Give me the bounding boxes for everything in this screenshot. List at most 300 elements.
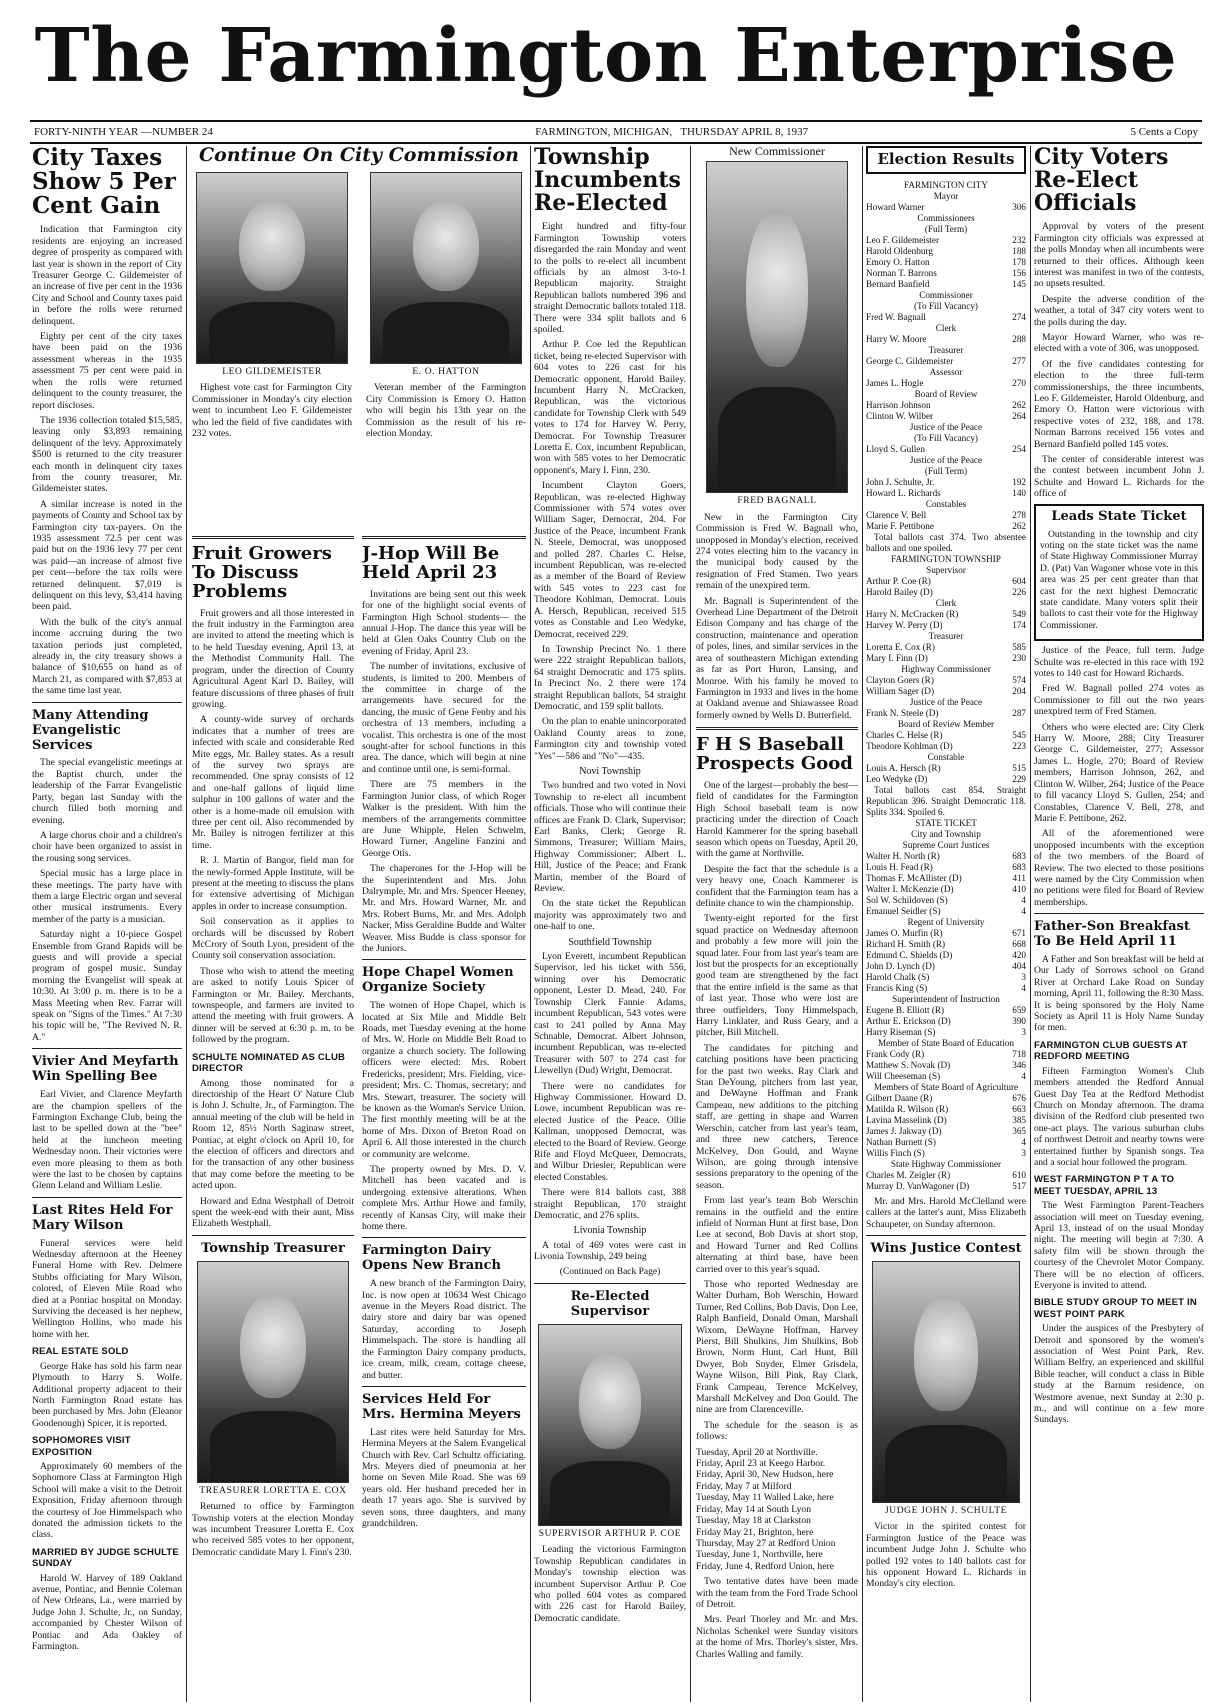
result-row <box>866 763 1026 774</box>
divider <box>362 959 526 960</box>
result-row <box>866 334 1026 345</box>
results-heading: (To Fill Vacancy) <box>914 432 978 443</box>
paragraph: Arthur P. Coe led the Republican ticket, being re-elected Supervisor with 604 votes to 226 cast for his Democratic opponent, Harold Bailey. Incumbent Harry N. McCracken, Republican, was the victorious candidate for Township Clerk with 549 votes to 174 for Harvey W. Perry, Democrat. For Township Treasurer Loretta E. Cox, incumbent Republican, won with 585 votes to her Democratic opponent's, Mary I. Finn, 230. <box>534 339 686 476</box>
paragraph: Under the auspices of the Presbytery of Detroit and sponsored by the women's association of West Point Park, Rev. William Belfry, an experienced and skillful Bible teacher, will conduct a class in Bible study at the Barnum residence, on Westmore avenue, next Sunday at 2:30 p. m., and will continue on a few more Sundays. <box>1034 1323 1204 1426</box>
candidate-name: James J. Jakway (D) <box>866 1125 942 1136</box>
portrait-photo <box>370 172 522 364</box>
paragraph: Approval by voters of the present Farmington city officials was expressed at the polls Monday when all incumbents were returned to their offices. Although keen interest was manifest in two of the contests, no upsets resulted. <box>1034 221 1204 290</box>
vote-count: 517 <box>1012 1180 1026 1191</box>
vote-count: 3 <box>1021 971 1026 982</box>
vote-count: 604 <box>1012 575 1026 586</box>
vote-count: 390 <box>1012 1015 1026 1026</box>
paragraph: The special evangelistic meetings at the Baptist church, under the leadership of the Farrar Evangelistic Party, began last Sunday with the church filled both morning and evening. <box>32 757 182 826</box>
photo-caption: JUDGE JOHN J. SCHULTE <box>884 1505 1008 1516</box>
column-4 <box>534 146 686 1702</box>
column-rule <box>1030 146 1031 1702</box>
vote-count: 192 <box>1012 476 1026 487</box>
candidate-name: Theodore Kohlman (D) <box>866 740 953 751</box>
candidate-name: Frank N. Steele (D) <box>866 707 939 718</box>
result-row <box>866 708 1026 719</box>
paragraph: Harold W. Harvey of 189 Oakland avenue, Pontiac, and Bennie Coleman of New Orleans, La., were married by Judge John J. Schulte, Jr., on Sunday, accompanied by Chester Wilson of Pontiac and Ada Oakley of Farmington. <box>32 1572 182 1653</box>
result-row <box>866 510 1026 521</box>
candidate-name: Louis A. Hersch (R) <box>866 762 941 773</box>
headline-re-elected-supervisor: Re-Elected Supervisor <box>570 1289 650 1319</box>
paragraph: The women of Hope Chapel, which is located at Six Mile and Middle Belt Roads, met Tuesday evening at the home of Mrs. W. Horle on Middle Belt Road to organize a church society. The following officers were elected: Mrs. Robert Fredericks, president; Mrs. Fielding, vice-president; Mrs. C. Thomas, secretary; and Mrs. Stewart, treasurer. The society will be known as the Woman's Service Union. The first monthly meeting will be at the home of Mrs. Dixon of Breton Road on April 6. All those interested in the church or community are welcome. <box>362 1000 526 1160</box>
divider <box>32 1197 182 1198</box>
candidate-name: Matilda R. Wilson (R) <box>866 1103 949 1114</box>
paragraph: R. J. Martin of Bangor, field man for the newly-formed Apple Institute, will be present at the meeting to discuss the plans for extensive advertising of Michigan apples in order to increase consumption. <box>192 855 354 912</box>
paragraph: Fifteen Farmington Women's Club members attended the Redford Annual Guest Day Tea at the Redford Methodist Church on Monday afternoon. The drama division of the Redford club presented two one-act plays. The various suburban clubs of northwest Detroit and nearby towns were entertained further by Spanish songs. Tea and a social hour followed the program. <box>1034 1065 1204 1168</box>
headline-married: MARRIED BY JUDGE SCHULTE SUNDAY <box>32 1546 179 1570</box>
column-7 <box>1034 146 1204 1702</box>
candidate-name: Will Cheeseman (S) <box>866 1070 941 1081</box>
candidate-name: Sol W. Schildoven (S) <box>866 894 948 905</box>
vote-count: 156 <box>1012 267 1026 278</box>
result-row <box>866 1049 1026 1060</box>
paragraph: There were no candidates for Highway Commissioner. Howard D. Lowe, incumbent Republican was re-elected Justice of the Peace. Ollie Kallman, unopposed Democrat, was elected to the Board of Review. George Rife and Floyd McQueer, Democrats, and Wilbur Driesler, Republican were elected Constables. <box>534 1080 686 1183</box>
candidate-name: Clarence V. Bell <box>866 509 927 520</box>
result-row <box>866 1060 1026 1071</box>
headline-city-taxes: City Taxes Show 5 Per Cent Gain <box>32 146 176 220</box>
results-heading: Commissioners <box>917 212 975 223</box>
schedule-item: Friday, April 23 at Keego Harbor. <box>696 1458 826 1470</box>
results-heading: Board of Review <box>914 388 978 399</box>
paragraph: Those who wish to attend the meeting are asked to notify Louis Spicer of Farmington or Mr. Bailey. Merchants, townspeople, and farmers are invited to attend the meeting with fruit growers. A dinner will be served at 6:30 p. m. to be followed by the program. <box>192 965 354 1046</box>
vote-count: 270 <box>1012 377 1026 388</box>
results-heading: FARMINGTON CITY <box>903 179 989 190</box>
schedule-item: Tuesday, May 18 at Clarkston <box>696 1515 811 1527</box>
result-row <box>866 587 1026 598</box>
paragraph: The West Farmington Parent-Teachers association will meet on Tuesday evening, April 13, instead of on the usual Monday night. The meeting will begin at 7:30. A safety film will be shown through the courtesy of the Chevrolet Motor Company. There will be no election of officers. Everyone is invited to attend. <box>1034 1200 1204 1291</box>
dateline <box>30 120 1202 144</box>
result-row <box>866 1137 1026 1148</box>
result-row <box>866 620 1026 631</box>
divider <box>696 727 858 730</box>
photo-caption: TREASURER LORETTA E. COX <box>199 1485 347 1496</box>
schedule-item: Friday May 21, Brighton, here <box>696 1526 814 1538</box>
candidate-name: Howard L. Richards <box>866 487 941 498</box>
paragraph: A total of 469 votes were cast in Livonia Township, 249 being <box>534 1239 686 1263</box>
results-heading: (Full Term) <box>924 465 968 476</box>
results-heading: Justice of the Peace <box>909 696 983 707</box>
result-row <box>866 1181 1026 1192</box>
paragraph: Indication that Farmington city residents are enjoying an increased degree of prosperity as compared with last year is shown in the report of City Treasurer George C. Gildemeister of an increase of five per cent in the 1936 City and School and County taxes paid in before the rolls were returned delinquent. <box>32 224 182 327</box>
vote-count: 410 <box>1012 883 1026 894</box>
paragraph: Mayor Howard Warner, who was re-elected with a vote of 306, was unopposed. <box>1034 331 1204 355</box>
vote-count: 288 <box>1012 333 1026 344</box>
result-row <box>866 884 1026 895</box>
leads-state-ticket-box <box>1034 504 1204 642</box>
paragraph: Veteran member of the Farmington City Commission is Emory O. Hatton who will begin his 13th year on the Commission as the result of his re-election Monday. <box>366 382 526 439</box>
divider <box>32 702 182 703</box>
paragraph: Returned to office by Farmington Township voters at the election Monday was incumbent Treasurer Loretta E. Cox who received 585 votes to her opponent, Democratic candidate Mary I. Finn's 230. <box>192 1501 354 1558</box>
paragraph: Mrs. Pearl Thorley and Mr. and Mrs. Nicholas Schenkel were Sunday visitors at the home of Mrs. Thorley's sister, Mrs. Charles Walling and family. <box>696 1614 858 1660</box>
vote-count: 420 <box>1012 949 1026 960</box>
headline-wins-justice: Wins Justice Contest <box>870 1240 1022 1256</box>
results-heading: Justice of the Peace <box>909 454 983 465</box>
paragraph: Despite the adverse condition of the weather, a total of 347 city voters went to the polls during the day. <box>1034 293 1204 328</box>
result-row <box>866 400 1026 411</box>
candidate-name: Charles C. Helse (R) <box>866 729 943 740</box>
headline-schulte-nominated: SCHULTE NOMINATED AS CLUB DIRECTOR <box>192 1051 346 1075</box>
candidate-name: Harold Chalk (S) <box>866 971 930 982</box>
results-heading: Assessor <box>929 366 963 377</box>
result-row <box>866 411 1026 422</box>
result-row <box>866 675 1026 686</box>
result-row <box>866 686 1026 697</box>
paragraph: Invitations are being sent out this week for one of the highlight social events of Farmington High School students— the annual J-Hop. The dance this year will be held at Glen Oaks Country Club on the evening of Friday, April 23. <box>362 588 526 657</box>
price: 5 Cents a Copy <box>1130 126 1198 138</box>
commission-photos <box>192 172 526 443</box>
schedule-item: Friday, May 14 at South Lyon <box>696 1503 812 1515</box>
photo-caption: FRED BAGNALL <box>737 496 817 507</box>
candidate-name: Arthur P. Coe (R) <box>866 575 931 586</box>
paragraph: Two tentative dates have been made with the team from the Ford Trade School of Detroit. <box>696 1576 858 1610</box>
candidate-name: Frank Cody (R) <box>866 1048 925 1059</box>
vote-count: 683 <box>1012 861 1026 872</box>
vote-count: 4 <box>1021 982 1026 993</box>
candidate-name: Eugene B. Elliott (R) <box>866 1004 945 1015</box>
photo-block-right <box>366 172 526 443</box>
candidate-name: Willis Finch (S) <box>866 1147 925 1158</box>
vote-count: 278 <box>1012 509 1026 520</box>
results-heading: Regent of University <box>907 916 985 927</box>
result-row <box>866 862 1026 873</box>
headline-pta: WEST FARMINGTON P T A TO MEET TUESDAY, APRIL 13 <box>1034 1174 1175 1197</box>
divider <box>362 1386 526 1387</box>
result-row <box>866 246 1026 257</box>
schedule-item: Tuesday, June 1, Northville, here <box>696 1549 823 1561</box>
paragraph: There were 814 ballots cast, 388 straight Republican, 170 straight Democratic, and 276 splits. <box>534 1187 686 1221</box>
vote-count: 223 <box>1012 740 1026 751</box>
vote-count: 4 <box>1021 1136 1026 1147</box>
paragraph: Earl Vivier, and Clarence Meyfarth are the champion spellers of the Farmington Exchange Club, being the last to be spelled down at the "bee" held at the luncheon meeting Wednesday noon. Their victories were even more pleasing to them as both were the last to be chosen by captains Glenn Leland and William Leslie. <box>32 1089 182 1192</box>
headline-fruit-growers: Fruit Growers To Discuss Problems <box>192 543 332 602</box>
results-heading: Board of Review Member <box>897 718 995 729</box>
candidate-name: Loretta E. Cox (R) <box>866 641 935 652</box>
vote-count: 188 <box>1012 245 1026 256</box>
results-heading: Commissioner <box>919 289 973 300</box>
result-row <box>866 906 1026 917</box>
paragraph: Mr. and Mrs. Harold McClelland were callers at the latter's aunt, Miss Elizabeth Schaupeter, on Sunday afternoon. <box>866 1195 1026 1230</box>
results-heading: Clerk <box>935 322 957 333</box>
headline-father-son: Father-Son Breakfast To Be Held April 11 <box>1034 919 1190 950</box>
paragraph: The chaperones for the J-Hop will be the Superintendent and Mrs. John Dalrymple, Mr. and Mrs. Spencer Heeney, Mr. and Mrs. Howard Warner, Mr. and Mrs. Robert Burns, Mr. and Mrs. Adolph Nacker, Miss Geraldine Budde and Walter Weaver. Miss Budde is class sponsor for the Juniors. <box>362 863 526 954</box>
divider <box>192 1235 354 1236</box>
result-row <box>866 895 1026 906</box>
divider <box>32 1048 182 1049</box>
vote-count: 385 <box>1012 1114 1026 1125</box>
results-note: Total ballots cast 374. Two absentee ballots and one spoiled. <box>866 531 1026 553</box>
result-row <box>866 851 1026 862</box>
paragraph: A new branch of the Farmington Dairy, Inc. is now open at 10634 West Chicago avenue in the Meyers Road district. The dairy store and dairy bar was opened Saturday, according to Joseph Himmelspach. The store is handling all the Farmington Dairy company products, ice cream, milk, cream, cottage cheese, and butter. <box>362 1278 526 1381</box>
candidate-name: John D. Lynch (D) <box>866 960 935 971</box>
result-row <box>866 1170 1026 1181</box>
newspaper-title: The Farmington Enterprise <box>34 13 1178 99</box>
headline-services-held: Services Held For Mrs. Hermina Meyers <box>362 1391 521 1422</box>
results-heading: Treasurer <box>928 630 964 641</box>
candidate-name: Emanuel Seidler (S) <box>866 905 941 916</box>
portrait-photo <box>872 1261 1020 1503</box>
paragraph: The property owned by Mrs. D. V. Mitchell has been vacated and is undergoing extensive alterations. When complete Mrs. Arthur Howe and family, recently of Kansas City, will make their home there. <box>362 1163 526 1232</box>
result-row <box>866 1126 1026 1137</box>
candidate-name: Charles M. Zeigler (R) <box>866 1169 951 1180</box>
candidate-name: Leo Wedyke (D) <box>866 773 928 784</box>
paragraph: All of the aforementioned were unopposed incumbents with the exception of the two members of the Board of Review. The two elected to those positions were named by the City Commission when no petitions were filed for Board of Review memberships. <box>1034 828 1204 908</box>
photo-caption: LEO GILDEMEISTER <box>222 366 322 377</box>
headline-spelling-bee: Vivier And Meyfarth Win Spelling Bee <box>32 1054 179 1085</box>
headline-sophomores: SOPHOMORES VISIT EXPOSITION <box>32 1435 131 1458</box>
vote-count: 145 <box>1012 278 1026 289</box>
vote-count: 3 <box>1021 1026 1026 1037</box>
results-heading: Justice of the Peace <box>909 421 983 432</box>
candidate-name: William Sager (D) <box>866 685 935 696</box>
candidate-name: Walter I. McKenzie (D) <box>866 883 954 894</box>
paragraph: Funeral services were held Wednesday afternoon at the Heeney Funeral Home with Rev. Delmere Stubbs officiating for Mary Wilson, colored, of Eleven Mile Road who died at a Pontiac hospital on Monday. Surviving the deceased is her nephew, Wellington Hollins, who made his home with her. <box>32 1237 182 1340</box>
results-heading: State Highway Commissioner <box>890 1158 1002 1169</box>
headline-farmington-dairy: Farmington Dairy Opens New Branch <box>362 1243 501 1274</box>
results-heading: STATE TICKET <box>915 817 977 828</box>
paragraph: Twenty-eight reported for the first squad practice on Wednesday afternoon and probably a few more will join the squad later. Four from last year's team are lost but the prospects for an exceptionally good team are strengthened by the fact that the entire infield is the same as that of last year. Those who were lost are three outfielders, Tony Himmelspach, Harry Linklater, and Russ Geary, and a pitcher, Bill Mitchell. <box>696 913 858 1039</box>
headline-township-treasurer: Township Treasurer <box>201 1240 345 1256</box>
schedule-item: Tuesday, May 11 Walled Lake, here <box>696 1492 834 1504</box>
results-heading: Supreme Court Justices <box>902 839 990 850</box>
vote-count: 264 <box>1012 410 1026 421</box>
paragraph: Of the five candidates contesting for election to the three full-term commissionerships, the three incumbents, Leo F. Gildemeister, Harold Oldenburg, and Emory O. Hatton were victorious with respective votes of 232, 188, and 178. Norman Barrons received 156 votes and Bernard Banfield polled 145 votes. <box>1034 358 1204 450</box>
candidate-name: John J. Schulte, Jr. <box>866 476 935 487</box>
schedule-item: Thursday, May 27 at Redford Union <box>696 1537 836 1549</box>
result-row <box>866 1016 1026 1027</box>
headline-continue-on-commission: Continue On City Commission <box>198 146 519 166</box>
result-row <box>866 873 1026 884</box>
portrait-photo <box>706 161 848 493</box>
candidate-name: Murray D. VanWagoner (D) <box>866 1180 970 1191</box>
paragraph: Last rites were held Saturday for Mrs. Hermina Meyers at the Salem Evangelical Church with Rev. Carl Schultz officiating. Mrs. Meyers died of pneumonia at her home on Seven Mile Road. She was 69 years old. Her husband preceded her in death 17 years ago. She is survived by seven sons, three daughters, and many grandchildren. <box>362 1426 526 1530</box>
column-6 <box>866 146 1026 1702</box>
column-rule <box>186 146 187 1702</box>
result-row <box>866 950 1026 961</box>
column-5 <box>696 146 858 1702</box>
divider <box>1034 913 1204 914</box>
vote-count: 232 <box>1012 234 1026 245</box>
paragraph: On the state ticket the Republican majority was approximately two and one-half to one. <box>534 898 686 933</box>
results-heading: Constables <box>925 498 967 509</box>
paragraph: Lyon Everett, incumbent Republican Supervisor, led his ticket with 556, winning over his Democratic opponent, Lester D. Mead, 240. For Township Clerk Fannie Adams, incumbent Republican, 543 votes were cast to 241 polled by Anna May Schnable, Democrat. Albert Johnson, incumbent Republican, was re-elected Treasurer with 507 to 274 cast for Llewellyn (Dud) Wright, Democrat. <box>534 951 686 1077</box>
vote-count: 3 <box>1021 1147 1026 1158</box>
candidate-name: Richard H. Smith (R) <box>866 938 946 949</box>
column-1 <box>32 146 182 1702</box>
candidate-name: Francis King (S) <box>866 982 928 993</box>
vote-count: 585 <box>1012 641 1026 652</box>
headline-election-results: Election Results <box>866 146 1026 174</box>
vote-count: 226 <box>1012 586 1026 597</box>
paragraph: Saturday night a 10-piece Gospel Ensemble from Grand Rapids will be guests and will provide a special program of gospel music. Sunday morning the Evangelist will speak at 10:30. At 3:00 p. m. there is to be a Mass Meeting when Rev. Farrar will speak on "Signs of the Times." At 7:30 his topic will be, "The Revived N. R. A." <box>32 929 182 1043</box>
headline-j-hop: J-Hop Will Be Held April 23 <box>362 543 500 583</box>
result-row <box>866 653 1026 664</box>
results-heading: FARMINGTON TOWNSHIP <box>891 553 1001 564</box>
paragraph: In Township Precinct No. 1 there were 222 straight Republican ballots, 64 straight Democratic and 175 splits. In Precinct No. 2 there were 174 straight Republican ballots, 54 straight Democratic, and 159 split ballots. <box>534 643 686 712</box>
vote-count: 229 <box>1012 773 1026 784</box>
results-heading: Members of State Board of Agriculture <box>873 1081 1019 1092</box>
candidate-name: Thomas F. McAllister (D) <box>866 872 962 883</box>
vote-count: 262 <box>1012 399 1026 410</box>
paragraph: A large chorus choir and a children's choir have been organized to assist in the rousing song services. <box>32 829 182 864</box>
paragraph: The schedule for the season is as follows: <box>696 1419 858 1443</box>
subhead-livonia: Livonia Township <box>573 1225 647 1237</box>
result-row <box>866 576 1026 587</box>
paragraph: Those who reported Wednesday are Walter Durham, Bob Werschin, Howard Turner, Red Collins, Bob Davis, Don Lee, Ralph Banfield, Donald Oman, Marshall Wixom, DeWayne Hoffman, Harvey Pierst, Bill Shulkins, Jim Shulkins, Bob Brown, Norm Hunt, Carl Hunt, Bill Dwyer, Bob Snyder, Elmer Grisdela, Wayne Wilson, Bill Pink, Ray Clark, Frank Campeau, Terence McKelvey, Marshall McKelvey and Don Gould. The nine are from Clarenceville. <box>696 1278 858 1416</box>
column-rule <box>690 146 691 1702</box>
result-row <box>866 268 1026 279</box>
column-rule <box>530 146 531 1702</box>
schedule-item: Friday, May 7 at Milford <box>696 1480 792 1492</box>
paragraph: Howard and Edna Westphall of Detroit spent the week-end with their aunt, Miss Elizabeth Westphall. <box>192 1195 354 1230</box>
candidate-name: Gilbert Daane (R) <box>866 1092 933 1103</box>
paragraph: With the bulk of the city's annual income accruing during the two taxation periods just completed, already in, the city treasury shows a balance of $10,655 on hand as of March 21, as compared with $7,853 at the same time last year. <box>32 616 182 697</box>
paragraph: One of the largest—probably the best—field of candidates for the Farmington High School baseball team is now practicing under the direction of Coach Harold Kammerer for the spring baseball season which opens on Tuesday, April 20, with the game at Northville. <box>696 779 858 860</box>
candidate-name: James O. Murfin (R) <box>866 927 943 938</box>
paragraph: The 1936 collection totaled $15,585, leaving only $3,893 remaining delinquent of the levy. Approximately $500 is returned to the city treasurer each month in delinquent city taxes from the county treasurer, Mr. Gildemeister states. <box>32 414 182 495</box>
paragraph: Approximately 60 members of the Sophomore Class at Farmington High School will make a visit to the Detroit Exposition, Friday afternoon through the courtesy of Joe Himmelspach who donated the admission tickets to the class. <box>32 1460 182 1541</box>
paragraph: Incumbent Clayton Goers, Republican, was re-elected Highway Commissioner with 574 votes over William Sager, Democrat, 204. For Justice of the Peace, incumbent Frank N. Steele, Democrat, was unopposed and polled 287. Charles C. Helse, incumbent Republican, was re-elected as a member of the Board of Review with 545 votes to 223 cast for Theodore Kohlman, Democrat. Louis A. Hersch, Republican, received 515 votes as Constable and Leo Wedyke, Democrat, received 229. <box>534 480 686 640</box>
result-row <box>866 444 1026 455</box>
portrait-photo <box>538 1324 682 1526</box>
vote-count: 574 <box>1012 674 1026 685</box>
result-row <box>866 1005 1026 1016</box>
vote-count: 4 <box>1021 905 1026 916</box>
candidate-name: Leo F. Gildemeister <box>866 234 940 245</box>
result-row <box>866 378 1026 389</box>
paragraph: Victor in the spirited contest for Farmington Justice of the Peace was incumbent Judge John J. Schulte who polled 192 votes to 140 ballots cast for his opponent Howard L. Richards in Monday's city election. <box>866 1521 1026 1590</box>
result-row <box>866 312 1026 323</box>
vote-count: 230 <box>1012 652 1026 663</box>
results-heading: Mayor <box>933 190 959 201</box>
results-heading: Superintendent of Instruction <box>892 993 1000 1004</box>
paragraph: George Hake has sold his farm near Plymouth to Harry S. Wolfe. Additional property adjacent to their North Farmington Road estate has been purchased by Mrs. John (Eleanor Goodenough) Spicer, it is reported. <box>32 1360 182 1429</box>
vote-count: 4 <box>1021 1070 1026 1081</box>
schedule-item: Friday, April 30, New Hudson, here <box>696 1469 834 1481</box>
results-note: Total ballots cast 854. Straight Republican 396. Straight Democratic 118. Splits 334. Spoiled 6. <box>866 784 1026 817</box>
vote-count: 178 <box>1012 256 1026 267</box>
result-row <box>866 1148 1026 1159</box>
election-results-list <box>866 180 1026 1192</box>
vote-count: 718 <box>1012 1048 1026 1059</box>
paragraph: Soil conservation as it applies to orchards will be discussed by Robert McCrory of South Lyon, president of the County soil conservation association. <box>192 916 354 962</box>
photo-caption: SUPERVISOR ARTHUR P. COE <box>538 1528 682 1539</box>
divider <box>866 1235 1026 1236</box>
column-3 <box>362 530 526 1700</box>
candidate-name: Louis H. Fead (R) <box>866 861 933 872</box>
vote-count: 610 <box>1012 1169 1026 1180</box>
result-row <box>866 356 1026 367</box>
result-row <box>866 983 1026 994</box>
paragraph: Outstanding in the township and city voting on the state ticket was the name of State Highway Commissioner Murray D. (Pat) Van Wagoner whose vote in this area was 25 per cent greater than that cast for the next highest Democratic state candidate. Many voters split their ballots to cast their vote for the Highway Commissioner. <box>1040 528 1198 631</box>
candidate-name: Edmund C. Shields (D) <box>866 949 953 960</box>
vote-count: 671 <box>1012 927 1026 938</box>
result-row <box>866 774 1026 785</box>
vote-count: 346 <box>1012 1059 1026 1070</box>
results-heading: Clerk <box>935 597 957 608</box>
result-row <box>866 730 1026 741</box>
candidate-name: Mary I. Finn (D) <box>866 652 928 663</box>
vote-count: 683 <box>1012 850 1026 861</box>
vote-count: 365 <box>1012 1125 1026 1136</box>
divider <box>534 1283 686 1284</box>
paragraph: A similar increase is noted in the payments of County and School tax by Farmington city tax-payers. On the 1935 assessment 72.5 per cent was paid but on the 1936 levy 77 per cent was paid—an increase of almost five per cent—before the tax rolls were returned delinquent. $7,019 is delinquent on this levy, $3,414 having been paid. <box>32 498 182 613</box>
result-row <box>866 257 1026 268</box>
headline-township-incumbents: Township Incumbents Re-Elected <box>534 146 681 217</box>
headline-city-voters: City Voters Re-Elect Officials <box>1034 146 1169 217</box>
paragraph: Among those nominated for a directorship of the Heart O' Nature Club is John J. Schulte, Jr., of Farmington. The annual meeting of the club will be held in Room 12, 85½ North Saginaw street, Pontiac, at eight o'clock on April 10, for the election of officers and directors and for the transaction of any other business that may come before the meeting to be acted upon. <box>192 1077 354 1192</box>
paragraph: On the plan to enable unincorporated Oakland County areas to zone, Farmington city and township voted "Yes"—586 and "No"—435. <box>534 716 686 762</box>
candidate-name: Walter H. North (R) <box>866 850 940 861</box>
result-row <box>866 961 1026 972</box>
divider <box>362 536 526 539</box>
vote-count: 404 <box>1012 960 1026 971</box>
candidate-name: Lloyd S. Gullen <box>866 443 925 454</box>
portrait-photo <box>196 172 348 364</box>
headline-baseball: F H S Baseball Prospects Good <box>696 734 853 775</box>
paragraph: Special music has a large place in these meetings. The party have with them a large Electric organ and several other musical instruments. Every member of the party is a musician. <box>32 868 182 925</box>
paragraph: Despite the fact that the schedule is a very heavy one, Coach Kammerer is confident that the Farmington team has a definite chance to win the championship. <box>696 863 858 909</box>
headline-new-commissioner: New Commissioner <box>729 146 825 158</box>
headline-evangelistic: Many Attending Evangelistic Services <box>32 707 149 753</box>
divider <box>192 536 354 539</box>
photo-block-left <box>192 172 352 443</box>
divider <box>362 1237 526 1238</box>
result-row <box>866 1115 1026 1126</box>
commission-section <box>192 146 526 516</box>
paragraph: The center of considerable interest was the contest between incumbent John J. Schulte and Howard L. Richards for the office of <box>1034 454 1204 500</box>
paragraph: Mr. Bagnall is Superintendent of the Overhead Line Department of the Detroit Edison Company and has charge of the construction, maintenance and operation of poles, lines, and similar services in the area of southeastern Michigan extending as far as Port Huron, Lansing, and Monroe. With his family he moved to Farmington in 1933 and lives in the home at Oakland avenue and Shiawassee Road formerly owned by Wells D. Butterfield. <box>696 595 858 721</box>
results-heading: City and Township <box>911 828 981 839</box>
vote-count: 140 <box>1012 487 1026 498</box>
result-row <box>866 521 1026 532</box>
paragraph: Fruit growers and all those interested in the fruit industry in the Farmington area are invited to attend the meeting which is to be held Tuesday evening, April 13, at the Methodist Community Hall. The program, under the direction of County Agricultural Agent Karl D. Bailey, will feature discussions of three phases of fruit growing. <box>192 607 354 710</box>
candidate-name: Howard Warner <box>866 201 925 212</box>
vote-count: 274 <box>1012 311 1026 322</box>
paragraph: Highest vote cast for Farmington City Commissioner in Monday's city election went to incumbent Leo F. Gildemeister who led the field of five candidates with 232 votes. <box>192 382 352 439</box>
vote-count: 411 <box>1012 872 1026 883</box>
paragraph: Two hundred and two voted in Novi Township to re-elect all incumbent officials. Those who will continue their offices are Frank D. Clark, Supervisor; Earl Banks, Clerk; George R. Simmons, Treasurer; William Mairs, Highway Commissioner; Albert L. Hill, Justice of the Peace; and Frank Martin, member of the Board of Review. <box>534 780 686 895</box>
vote-count: 174 <box>1012 619 1026 630</box>
results-heading: (To Fill Vacancy) <box>914 300 978 311</box>
results-heading: Member of State Board of Education <box>878 1037 1014 1048</box>
vote-count: 277 <box>1012 355 1026 366</box>
result-row <box>866 928 1026 939</box>
vote-count: 4 <box>1021 894 1026 905</box>
paragraph: From last year's team Bob Werschin remains in the outfield and the entire infield of Norman Hunt at first base, Don Lee at second, Bob Davis at short stop, and Howard Turner and Red Collins alternating at third base, have been carried over to this year's squad. <box>696 1195 858 1275</box>
paragraph: Fred W. Bagnall polled 274 votes as Commissioner to fill out the two years unexpired term of Fred Stamen. <box>1034 683 1204 718</box>
paragraph: The number of invitations, exclusive of students, is limited to 200. Members of the committee in charge of the arrangements have secured for the dancing, the music of Gene Fenby and his orchestra of 13 members, including a vocalist. This orchestra is one of the most sought-after for school functions in this area. The dance, which will begin at nine and continue until one, is semi-formal. <box>362 661 526 775</box>
headline-last-rites: Last Rites Held For Mary Wilson <box>32 1202 173 1233</box>
candidate-name: Harry Riseman (S) <box>866 1026 936 1037</box>
dateline-place-date: FARMINGTON, MICHIGAN, THURSDAY APRIL 8, 1937 <box>535 126 809 138</box>
candidate-name: Harvey W. Perry (D) <box>866 619 943 630</box>
schedule-item: Tuesday, April 20 at Northville. <box>696 1446 818 1458</box>
results-heading: Supervisor <box>926 564 966 575</box>
result-row <box>866 972 1026 983</box>
paragraph: There are 75 members in the Farmington Junior class, of which Roger Walker is the president. With him the members of the arrangements committee are June Whipple, Helen Schwelm, Howard Turner, Angeline Fanzini and George Otis. <box>362 779 526 859</box>
headline-bible-study: BIBLE STUDY GROUP TO MEET IN WEST POINT PARK <box>1034 1297 1197 1320</box>
vote-count: 287 <box>1012 707 1026 718</box>
candidate-name: Clayton Goers (R) <box>866 674 934 685</box>
results-heading: Constable <box>927 751 965 762</box>
candidate-name: Emory O. Hatton <box>866 256 930 267</box>
vote-count: 204 <box>1012 685 1026 696</box>
result-row <box>866 939 1026 950</box>
headline-hope-chapel: Hope Chapel Women Organize Society <box>362 965 514 996</box>
